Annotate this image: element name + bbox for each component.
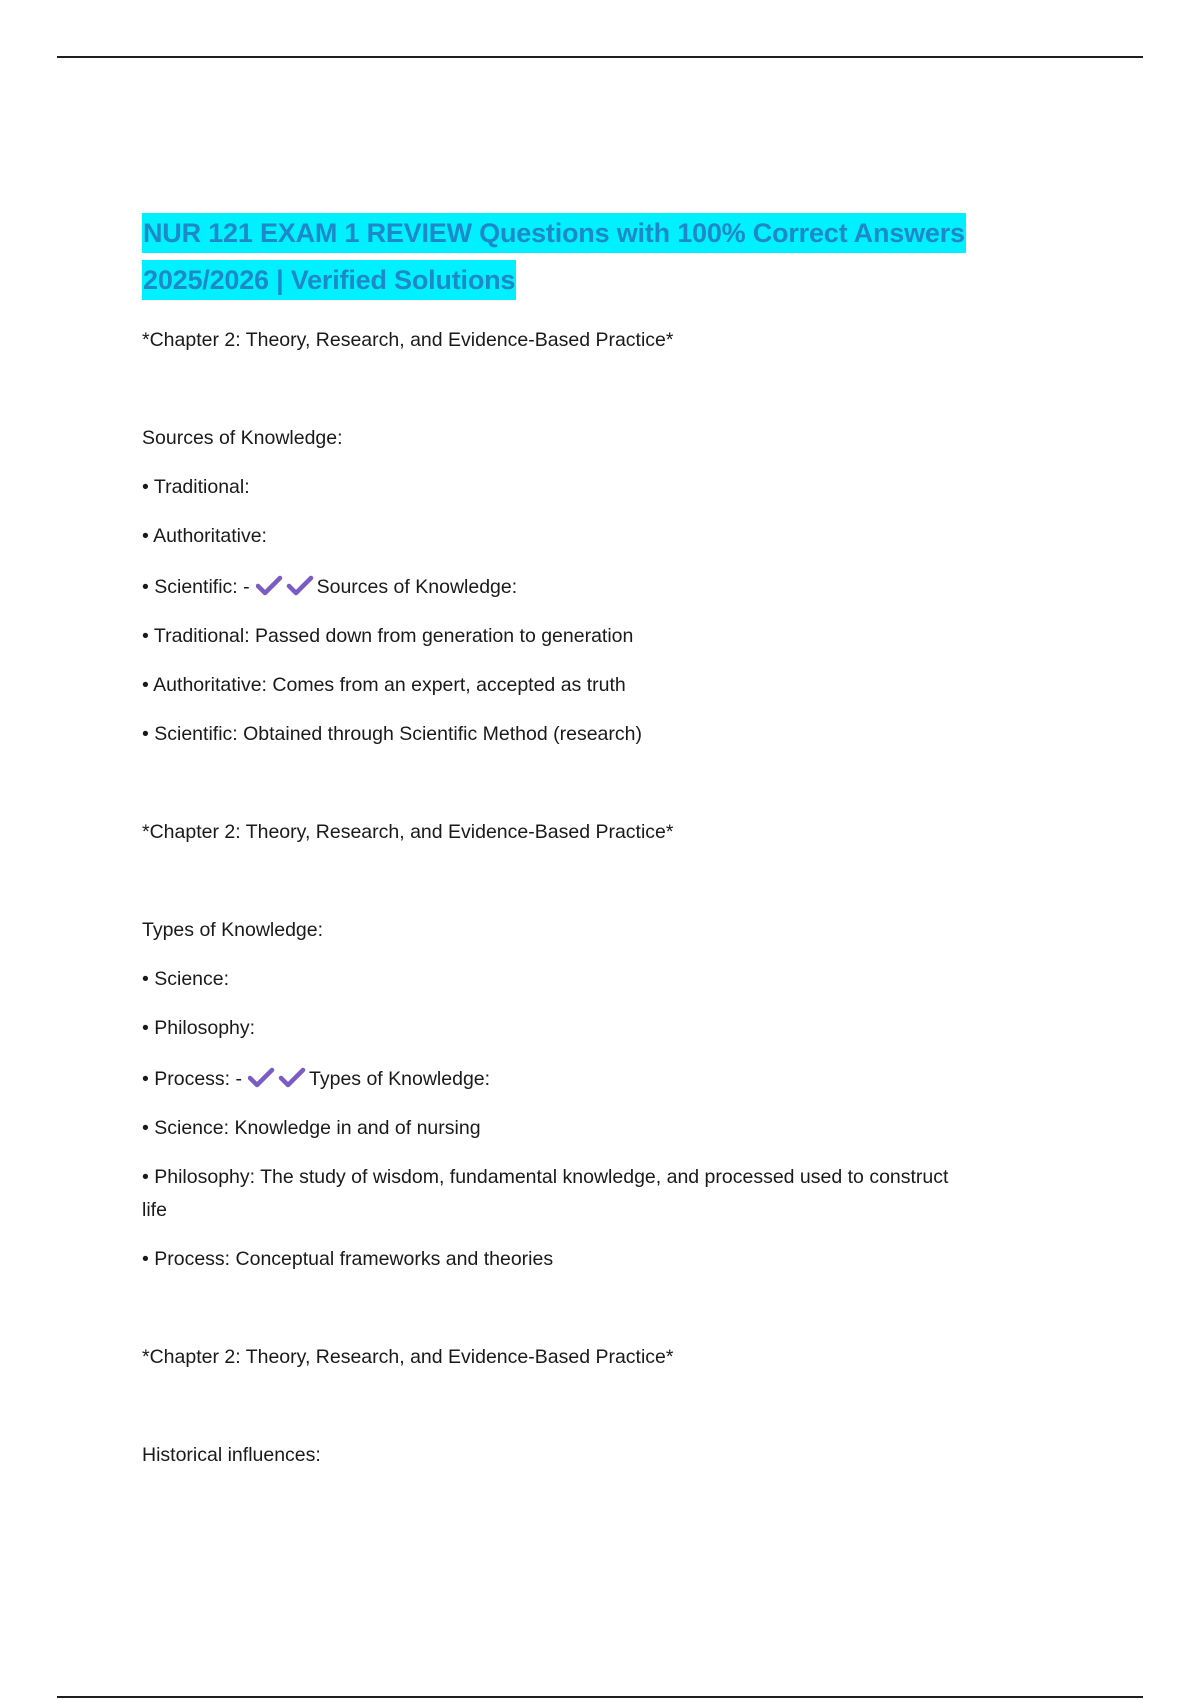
chapter-heading: *Chapter 2: Theory, Research, and Evidence-Based Practice* bbox=[142, 329, 674, 351]
document-body bbox=[142, 213, 1062, 1468]
answer-item: • Process: Conceptual frameworks and theories bbox=[142, 1248, 554, 1270]
question-item: • Authoritative: bbox=[142, 525, 267, 547]
question-item: • Science: bbox=[142, 968, 230, 990]
double-check-icon bbox=[256, 574, 314, 600]
answer-item: • Philosophy: The study of wisdom, fundamental knowledge, and processed used to construct bbox=[142, 1166, 949, 1188]
question-heading: Sources of Knowledge: bbox=[142, 427, 343, 449]
answer-item: • Science: Knowledge in and of nursing bbox=[142, 1117, 481, 1139]
chapter-heading: *Chapter 2: Theory, Research, and Evidence-Based Practice* bbox=[142, 821, 674, 843]
question-item: • Traditional: bbox=[142, 476, 250, 498]
question-item: • Philosophy: bbox=[142, 1017, 256, 1039]
question-item: • Process: - bbox=[142, 1068, 243, 1090]
answer-item: • Authoritative: Comes from an expert, accepted as truth bbox=[142, 674, 626, 696]
answer-heading: Sources of Knowledge: bbox=[316, 576, 518, 598]
question-item: • Scientific: - bbox=[142, 576, 250, 598]
answer-heading: Types of Knowledge: bbox=[309, 1068, 491, 1090]
chapter-heading: *Chapter 2: Theory, Research, and Evidence-Based Practice* bbox=[142, 1346, 674, 1368]
top-rule bbox=[57, 56, 1143, 58]
question-heading: Historical influences: bbox=[142, 1444, 321, 1466]
answer-item-continuation: life bbox=[142, 1199, 167, 1221]
bottom-rule bbox=[57, 1696, 1143, 1698]
answer-item: • Scientific: Obtained through Scientific Method (research) bbox=[142, 723, 642, 745]
question-heading: Types of Knowledge: bbox=[142, 919, 324, 941]
answer-item: • Traditional: Passed down from generation to generation bbox=[142, 625, 634, 647]
title-line-1: NUR 121 EXAM 1 REVIEW Questions with 100% Correct Answers bbox=[142, 213, 966, 253]
double-check-icon bbox=[248, 1066, 306, 1092]
title-line-2: 2025/2026 | Verified Solutions bbox=[142, 260, 516, 300]
document-title bbox=[142, 213, 1062, 307]
question-answer-line bbox=[142, 1066, 1062, 1092]
question-answer-line bbox=[142, 574, 1062, 600]
